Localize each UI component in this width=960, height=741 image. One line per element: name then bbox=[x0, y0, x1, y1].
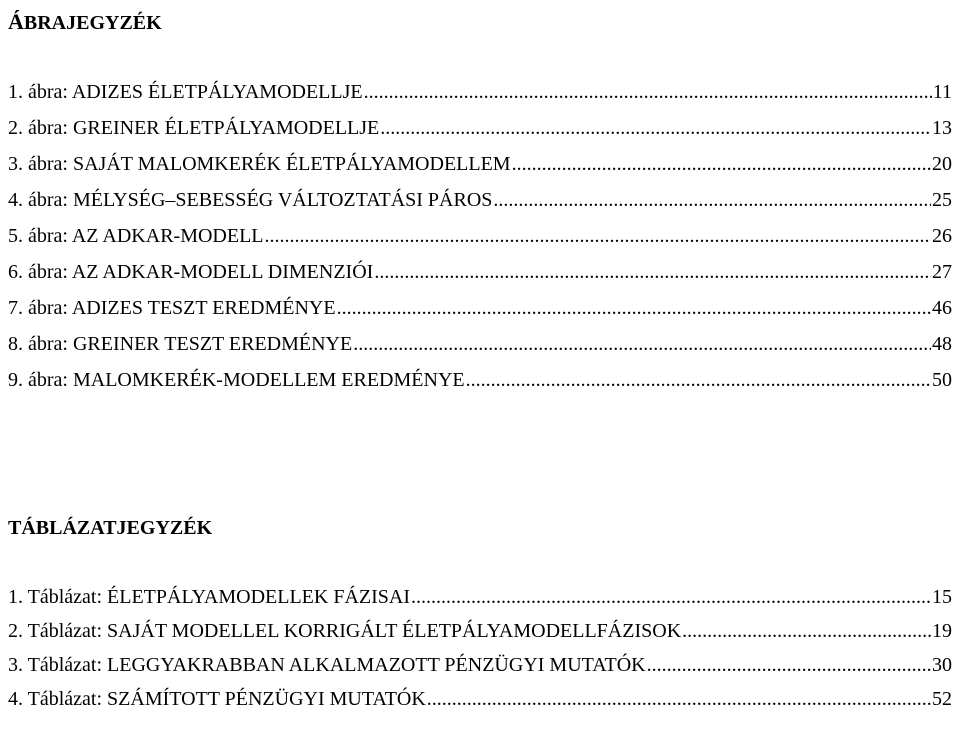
entry-page: 25 bbox=[932, 189, 952, 211]
entry-title: 5. ábra: AZ ADKAR-MODELL bbox=[8, 225, 264, 247]
entry-title: 6. ábra: AZ ADKAR-MODELL DIMENZIÓI bbox=[8, 261, 374, 283]
figure-entry[interactable] bbox=[8, 332, 952, 368]
entry-title: 8. ábra: GREINER TESZT EREDMÉNYE bbox=[8, 333, 353, 355]
entry-page: 26 bbox=[932, 225, 952, 247]
table-entry[interactable] bbox=[8, 585, 952, 619]
entry-page: 20 bbox=[932, 153, 952, 175]
table-entry[interactable] bbox=[8, 687, 952, 721]
entry-title: 4. ábra: MÉLYSÉG–SEBESSÉG VÁLTOZTATÁSI PÁROS bbox=[8, 189, 493, 211]
dot-leader bbox=[411, 585, 931, 609]
dot-leader bbox=[380, 116, 931, 140]
entry-page: 50 bbox=[932, 369, 952, 391]
table-entry[interactable] bbox=[8, 619, 952, 653]
figure-entry[interactable] bbox=[8, 116, 952, 152]
entry-title: 7. ábra: ADIZES TESZT EREDMÉNYE bbox=[8, 297, 336, 319]
entry-title: 1. Táblázat: ÉLETPÁLYAMODELLEK FÁZISAI bbox=[8, 586, 411, 608]
dot-leader bbox=[265, 224, 931, 248]
dot-leader bbox=[466, 368, 931, 392]
figure-entry[interactable] bbox=[8, 224, 952, 260]
dot-leader bbox=[364, 80, 932, 104]
entry-title: 3. Táblázat: LEGGYAKRABBAN ALKALMAZOTT PÉNZÜGYI MUTATÓK bbox=[8, 654, 646, 676]
figure-entry[interactable] bbox=[8, 80, 952, 116]
table-entry[interactable] bbox=[8, 653, 952, 687]
dot-leader bbox=[427, 687, 931, 711]
entry-page: 27 bbox=[932, 261, 952, 283]
table-list bbox=[8, 585, 952, 721]
entry-page: 30 bbox=[932, 654, 952, 676]
figure-entry[interactable] bbox=[8, 188, 952, 224]
dot-leader bbox=[353, 332, 931, 356]
figure-list-heading bbox=[8, 10, 162, 35]
figure-entry[interactable] bbox=[8, 260, 952, 296]
entry-page: 13 bbox=[932, 117, 952, 139]
figure-entry[interactable] bbox=[8, 152, 952, 188]
entry-title: 9. ábra: MALOMKERÉK-MODELLEM EREDMÉNYE bbox=[8, 369, 465, 391]
heading-rest: BRAJEGYZÉK bbox=[23, 12, 162, 34]
dot-leader bbox=[512, 152, 931, 176]
entry-title: 2. Táblázat: SAJÁT MODELLEL KORRIGÁLT ÉLETPÁLYAMODELLFÁZISOK bbox=[8, 620, 682, 642]
entry-page: 19 bbox=[932, 620, 952, 642]
entry-title: 1. ábra: ADIZES ÉLETPÁLYAMODELLJE bbox=[8, 81, 363, 103]
entry-page: 11 bbox=[932, 81, 952, 103]
figure-entry[interactable] bbox=[8, 368, 952, 404]
figure-entry[interactable] bbox=[8, 296, 952, 332]
entry-title: 4. Táblázat: SZÁMÍTOTT PÉNZÜGYI MUTATÓK bbox=[8, 688, 426, 710]
entry-page: 52 bbox=[932, 688, 952, 710]
table-list-heading: TÁBLÁZATJEGYZÉK bbox=[8, 517, 213, 539]
heading-initial: Á bbox=[8, 9, 24, 34]
entry-page: 48 bbox=[932, 333, 952, 355]
dot-leader bbox=[647, 653, 931, 677]
entry-title: 2. ábra: GREINER ÉLETPÁLYAMODELLJE bbox=[8, 117, 380, 139]
entry-title: 3. ábra: SAJÁT MALOMKERÉK ÉLETPÁLYAMODELLEM bbox=[8, 153, 511, 175]
dot-leader bbox=[682, 619, 931, 643]
dot-leader bbox=[337, 296, 931, 320]
figure-list bbox=[8, 80, 952, 404]
entry-page: 46 bbox=[932, 297, 952, 319]
dot-leader bbox=[493, 188, 931, 212]
entry-page: 15 bbox=[932, 586, 952, 608]
dot-leader bbox=[374, 260, 931, 284]
